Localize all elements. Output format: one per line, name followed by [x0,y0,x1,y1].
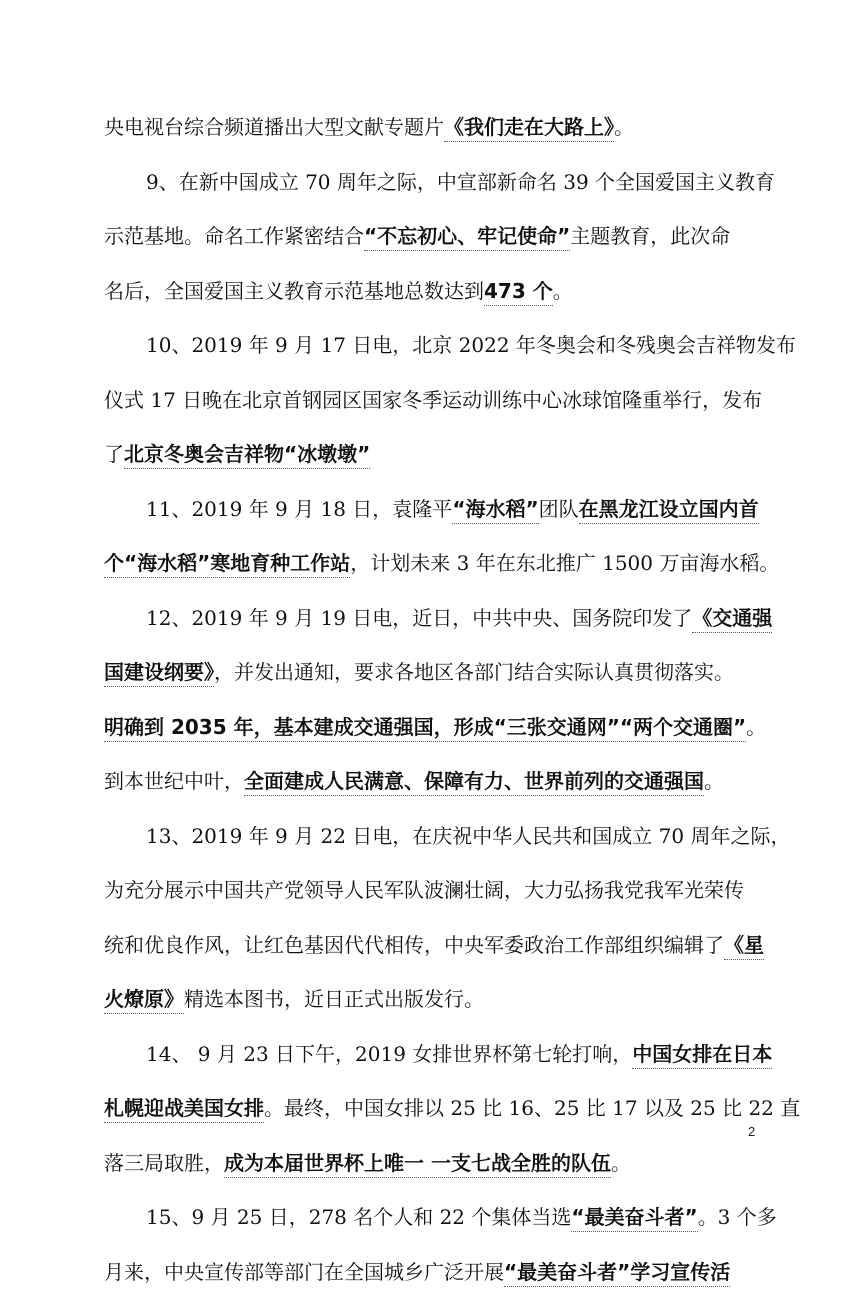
highlighted-answer: 国建设纲要》 [104,660,214,687]
text-line [104,427,760,482]
highlighted-answer: 473 个 [484,279,553,306]
highlighted-answer: 《交通强 [692,606,772,633]
highlighted-answer: 全面建成人民满意、保障有力、世界前列的交通强国 [244,769,704,796]
text-segment: 11、2019 年 9 月 18 日，袁隆平 [146,497,452,521]
text-segment: 团队 [539,497,579,521]
text-line [104,209,760,264]
text-segment: 12、2019 年 9 月 19 日电，近日，中共中央、国务院印发了 [146,606,692,630]
highlighted-answer: “不忘初心、牢记使命” [364,224,570,251]
highlighted-answer: 札幌迎战美国女排 [104,1096,264,1123]
text-segment: 名后，全国爱国主义教育示范基地总数达到 [104,279,484,303]
text-line [104,972,760,1027]
text-line [104,264,760,319]
text-line [104,700,760,755]
text-segment: 。 [611,1151,631,1175]
text-segment: 9、在新中国成立 70 周年之际，中宣部新命名 39 个全国爱国主义教育 [146,170,775,194]
text-segment: 统和优良作风，让红色基因代代相传，中央军委政治工作部组织编辑了 [104,933,724,957]
text-line [104,536,760,591]
highlighted-answer: 在黑龙江设立国内首 [579,497,759,524]
text-line [104,100,760,155]
text-segment: 。 [553,279,573,303]
document-body [104,100,760,1299]
text-segment: 到本世纪中叶， [104,769,244,793]
text-segment: 落三局取胜， [104,1151,224,1175]
text-segment: 。 [614,115,634,139]
text-line [104,1027,760,1082]
highlighted-answer: “最美奋斗者”学习宣传活 [504,1260,730,1287]
highlighted-answer: 成为本届世界杯上唯一 一支七战全胜的队伍 [224,1151,611,1178]
text-segment: 央电视台综合频道播出大型文献专题片 [104,115,444,139]
highlighted-answer: 《星 [724,933,764,960]
text-line [104,1190,760,1245]
text-line [104,863,760,918]
text-line [104,1081,760,1136]
text-line [104,155,760,210]
text-segment: 为充分展示中国共产党领导人民军队波澜壮阔，大力弘扬我党我军光荣传 [104,878,744,902]
text-segment: 主题教育，此次命 [570,224,730,248]
text-segment: 。 [746,715,766,739]
text-line [104,482,760,537]
highlighted-answer: 火燎原》 [104,987,184,1014]
text-segment: 14、 9 月 23 日下午，2019 女排世界杯第七轮打响， [146,1042,632,1066]
text-segment: 精选本图书，近日正式出版发行。 [184,987,484,1011]
text-line [104,809,760,864]
text-segment: 13、2019 年 9 月 22 日电，在庆祝中华人民共和国成立 70 周年之际， [146,824,790,848]
text-line [104,1136,760,1191]
text-line [104,645,760,700]
text-segment: 。3 个多 [698,1205,777,1229]
text-line [104,373,760,428]
text-segment: 月来，中央宣传部等部门在全国城乡广泛开展 [104,1260,504,1284]
text-segment: 了 [104,442,124,466]
page-number: 2 [748,1124,755,1139]
text-segment: 。 [704,769,724,793]
text-segment: 仪式 17 日晚在北京首钢园区国家冬季运动训练中心冰球馆隆重举行，发布 [104,388,762,412]
text-line [104,754,760,809]
highlighted-answer: “海水稻” [452,497,538,524]
text-line [104,318,760,373]
text-segment: ，计划未来 3 年在东北推广 1500 万亩海水稻。 [350,551,779,575]
text-segment: 10、2019 年 9 月 17 日电，北京 2022 年冬奥会和冬残奥会吉祥物发布 [146,333,796,357]
highlighted-answer: 《我们走在大路上》 [444,115,614,142]
highlighted-answer: 中国女排在日本 [632,1042,772,1069]
text-segment: 。最终，中国女排以 25 比 16、25 比 17 以及 25 比 22 直 [264,1096,800,1120]
highlighted-answer: 北京冬奥会吉祥物“冰墩墩” [124,442,370,469]
text-segment: ，并发出通知，要求各地区各部门结合实际认真贯彻落实。 [214,660,734,684]
text-line [104,1245,760,1299]
text-line [104,591,760,646]
text-segment: 示范基地。命名工作紧密结合 [104,224,364,248]
text-line [104,918,760,973]
text-segment: 15、9 月 25 日，278 名个人和 22 个集体当选 [146,1205,571,1229]
highlighted-answer: 明确到 2035 年，基本建成交通强国，形成“三张交通网”“两个交通圈” [104,715,746,742]
highlighted-answer: “最美奋斗者” [571,1205,697,1232]
highlighted-answer: 个“海水稻”寒地育种工作站 [104,551,350,578]
